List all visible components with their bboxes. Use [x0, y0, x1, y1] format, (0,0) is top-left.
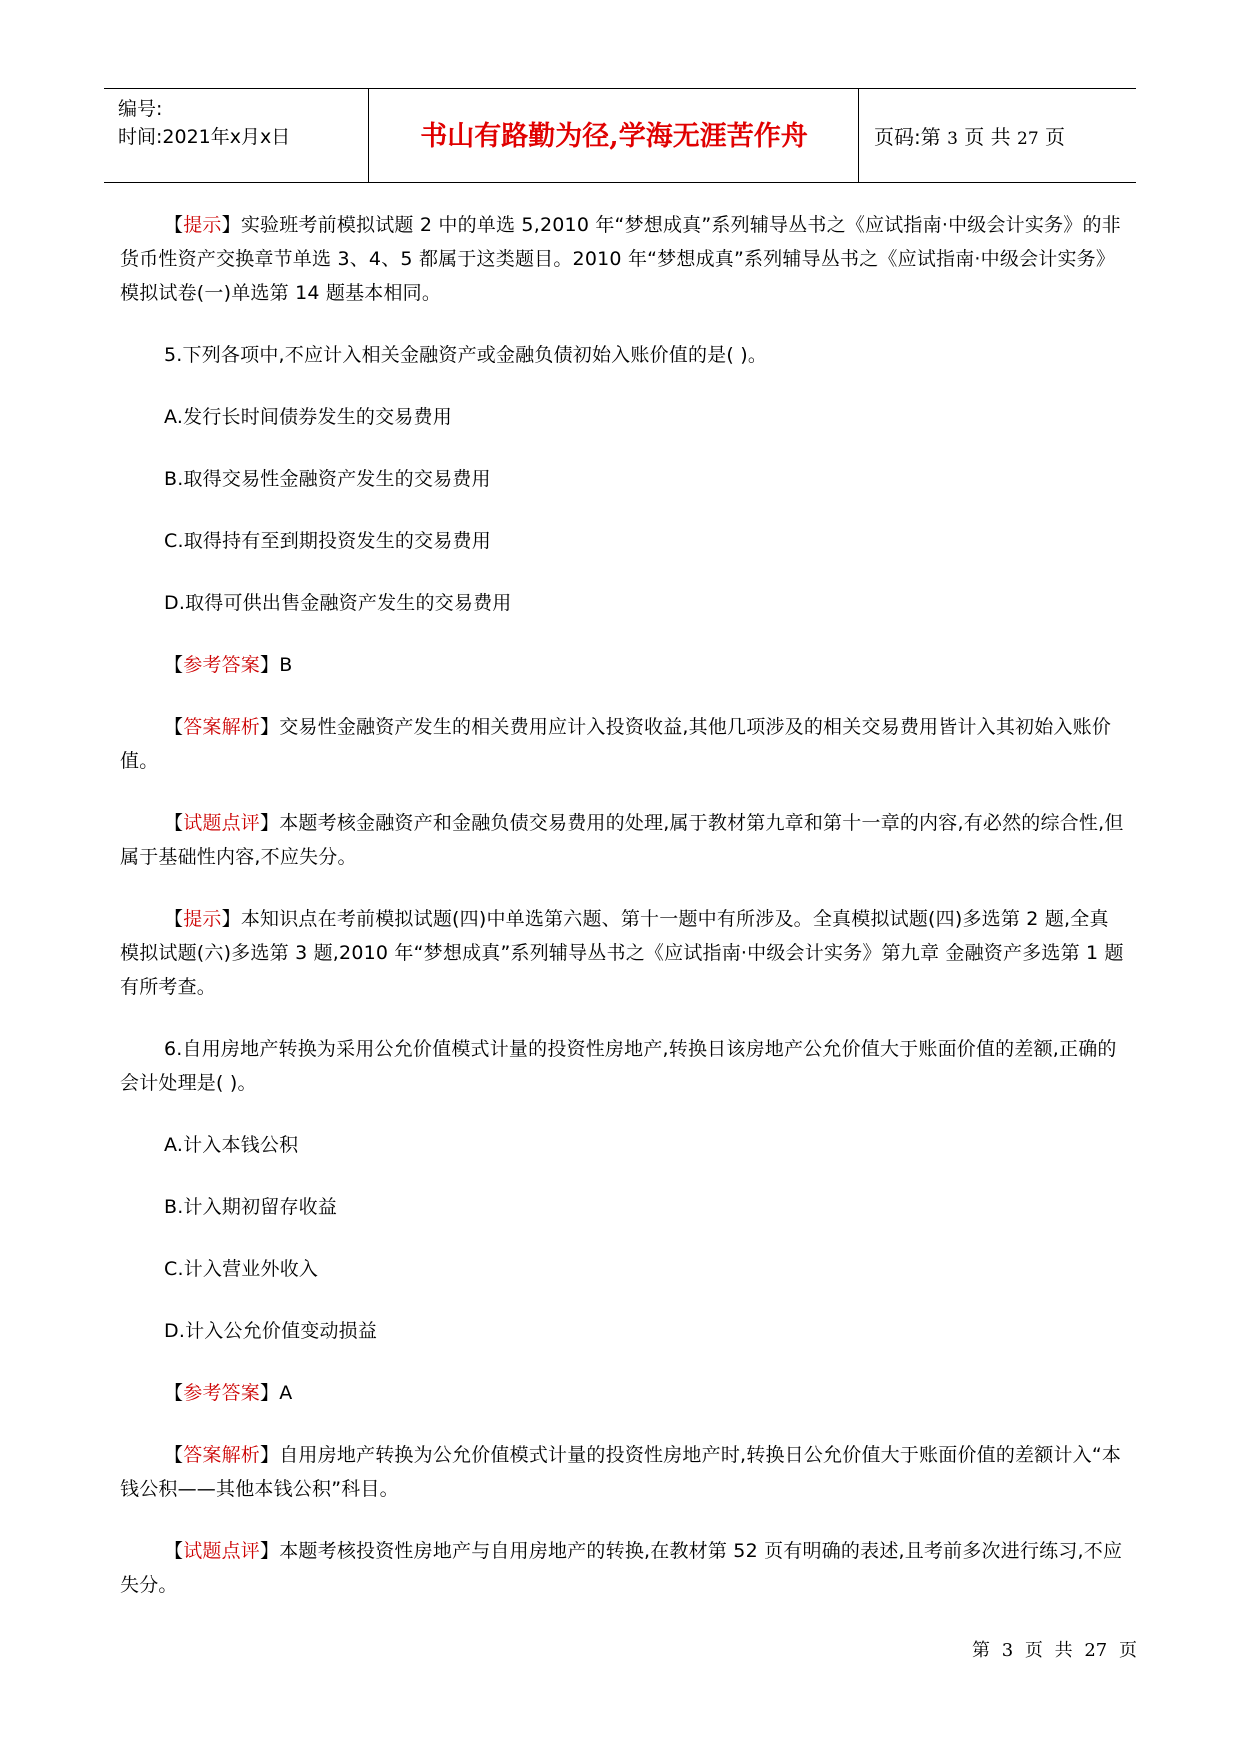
- page-current: 3: [947, 129, 958, 149]
- paragraph-text: 自用房地产转换为公允价值模式计量的投资性房地产时,转换日公允价值大于账面价值的差额计入“本钱公积——其他本钱公积”科目。: [120, 1444, 1122, 1500]
- tag-bracket-open: 【: [164, 1540, 184, 1562]
- paragraph-tag: 提示: [183, 214, 222, 236]
- tag-bracket-close: 】: [221, 908, 241, 930]
- tag-bracket-open: 【: [164, 654, 184, 676]
- annotated-paragraph: [120, 710, 1125, 778]
- paragraph-tag: 答案解析: [183, 1444, 261, 1466]
- paragraph-text: A.计入本钱公积: [164, 1134, 299, 1156]
- header-page-number: [874, 123, 1065, 153]
- annotated-paragraph: [120, 806, 1125, 874]
- annotated-paragraph: [120, 902, 1125, 1004]
- paragraph-text: A.发行长时间债券发生的交易费用: [164, 406, 452, 428]
- page-total: 27: [1017, 129, 1039, 149]
- time-label: 时间:2021年x月x日: [118, 126, 291, 148]
- paragraph-text: C.计入营业外收入: [164, 1258, 319, 1280]
- tag-bracket-open: 【: [164, 812, 184, 834]
- header-meta: [118, 95, 290, 151]
- paragraph-tag: 试题点评: [183, 1540, 261, 1562]
- annotated-paragraph: [120, 1438, 1125, 1506]
- header-motto: 书山有路勤为径,学海无涯苦作舟: [420, 121, 808, 152]
- annotated-paragraph: [120, 1376, 1125, 1410]
- page-header: [104, 88, 1136, 183]
- annotated-paragraph: [120, 1534, 1125, 1602]
- tag-bracket-close: 】: [260, 654, 280, 676]
- paragraph-text: D.取得可供出售金融资产发生的交易费用: [164, 592, 512, 614]
- paragraph: [120, 1032, 1125, 1100]
- paragraph: [120, 586, 1125, 620]
- paragraph: [120, 462, 1125, 496]
- page-middle: 页 共: [964, 125, 1011, 149]
- paragraph-text: 本题考核金融资产和金融负债交易费用的处理,属于教材第九章和第十一章的内容,有必然的综合性,但属于基础性内容,不应失分。: [120, 812, 1124, 868]
- paragraph: [120, 1252, 1125, 1286]
- annotated-paragraph: [120, 208, 1125, 310]
- tag-bracket-close: 】: [221, 214, 241, 236]
- paragraph-text: B.计入期初留存收益: [164, 1196, 338, 1218]
- paragraph-text: 交易性金融资产发生的相关费用应计入投资收益,其他几项涉及的相关交易费用皆计入其初始入账价值。: [120, 716, 1112, 772]
- paragraph: [120, 338, 1125, 372]
- paragraph-text: D.计入公允价值变动损益: [164, 1320, 378, 1342]
- paragraph-tag: 试题点评: [183, 812, 261, 834]
- tag-bracket-close: 】: [260, 1540, 280, 1562]
- paragraph-text: 本知识点在考前模拟试题(四)中单选第六题、第十一题中有所涉及。全真模拟试题(四)多选第 2 题,全真模拟试题(六)多选第 3 题,2010 年“梦想成真”系列辅导丛书之《应试指南·中级会计实务》第九章 金融资产多选第 1 题有所考查。: [120, 908, 1124, 998]
- serial-label: 编号:: [118, 98, 163, 120]
- paragraph-text: 6.自用房地产转换为采用公允价值模式计量的投资性房地产,转换日该房地产公允价值大于账面价值的差额,正确的会计处理是( )。: [120, 1038, 1117, 1094]
- page-footer: 第 3 页 共 27 页: [972, 1640, 1137, 1661]
- paragraph-text: 本题考核投资性房地产与自用房地产的转换,在教材第 52 页有明确的表述,且考前多次进行练习,不应失分。: [120, 1540, 1123, 1596]
- paragraph-text: C.取得持有至到期投资发生的交易费用: [164, 530, 491, 552]
- page-suffix: 页: [1045, 125, 1066, 149]
- paragraph: [120, 1128, 1125, 1162]
- page-prefix: 页码:第: [874, 125, 941, 149]
- header-divider: [858, 89, 859, 182]
- paragraph: [120, 400, 1125, 434]
- paragraph-tag: 参考答案: [183, 1382, 261, 1404]
- paragraph-tag: 参考答案: [183, 654, 261, 676]
- tag-bracket-close: 】: [260, 716, 280, 738]
- tag-bracket-close: 】: [260, 1444, 280, 1466]
- paragraph-text: B: [279, 654, 293, 676]
- paragraph-tag: 提示: [183, 908, 222, 930]
- document-body: [120, 208, 1125, 1630]
- paragraph-text: B.取得交易性金融资产发生的交易费用: [164, 468, 491, 490]
- paragraph-text: 5.下列各项中,不应计入相关金融资产或金融负债初始入账价值的是( )。: [164, 344, 768, 366]
- header-divider: [368, 89, 369, 182]
- paragraph-text: 实验班考前模拟试题 2 中的单选 5,2010 年“梦想成真”系列辅导丛书之《应试指南·中级会计实务》的非货币性资产交换章节单选 3、4、5 都属于这类题目。2010 年“梦想成真”系列辅导丛书之《应试指南·中级会计实务》模拟试卷(一)单选第 14 题基本相同。: [120, 214, 1121, 304]
- tag-bracket-close: 】: [260, 812, 280, 834]
- paragraph: [120, 1190, 1125, 1224]
- paragraph: [120, 1314, 1125, 1348]
- paragraph-text: A: [279, 1382, 293, 1404]
- tag-bracket-open: 【: [164, 716, 184, 738]
- paragraph: [120, 524, 1125, 558]
- tag-bracket-open: 【: [164, 214, 184, 236]
- tag-bracket-close: 】: [260, 1382, 280, 1404]
- annotated-paragraph: [120, 648, 1125, 682]
- tag-bracket-open: 【: [164, 1382, 184, 1404]
- tag-bracket-open: 【: [164, 1444, 184, 1466]
- tag-bracket-open: 【: [164, 908, 184, 930]
- paragraph-tag: 答案解析: [183, 716, 261, 738]
